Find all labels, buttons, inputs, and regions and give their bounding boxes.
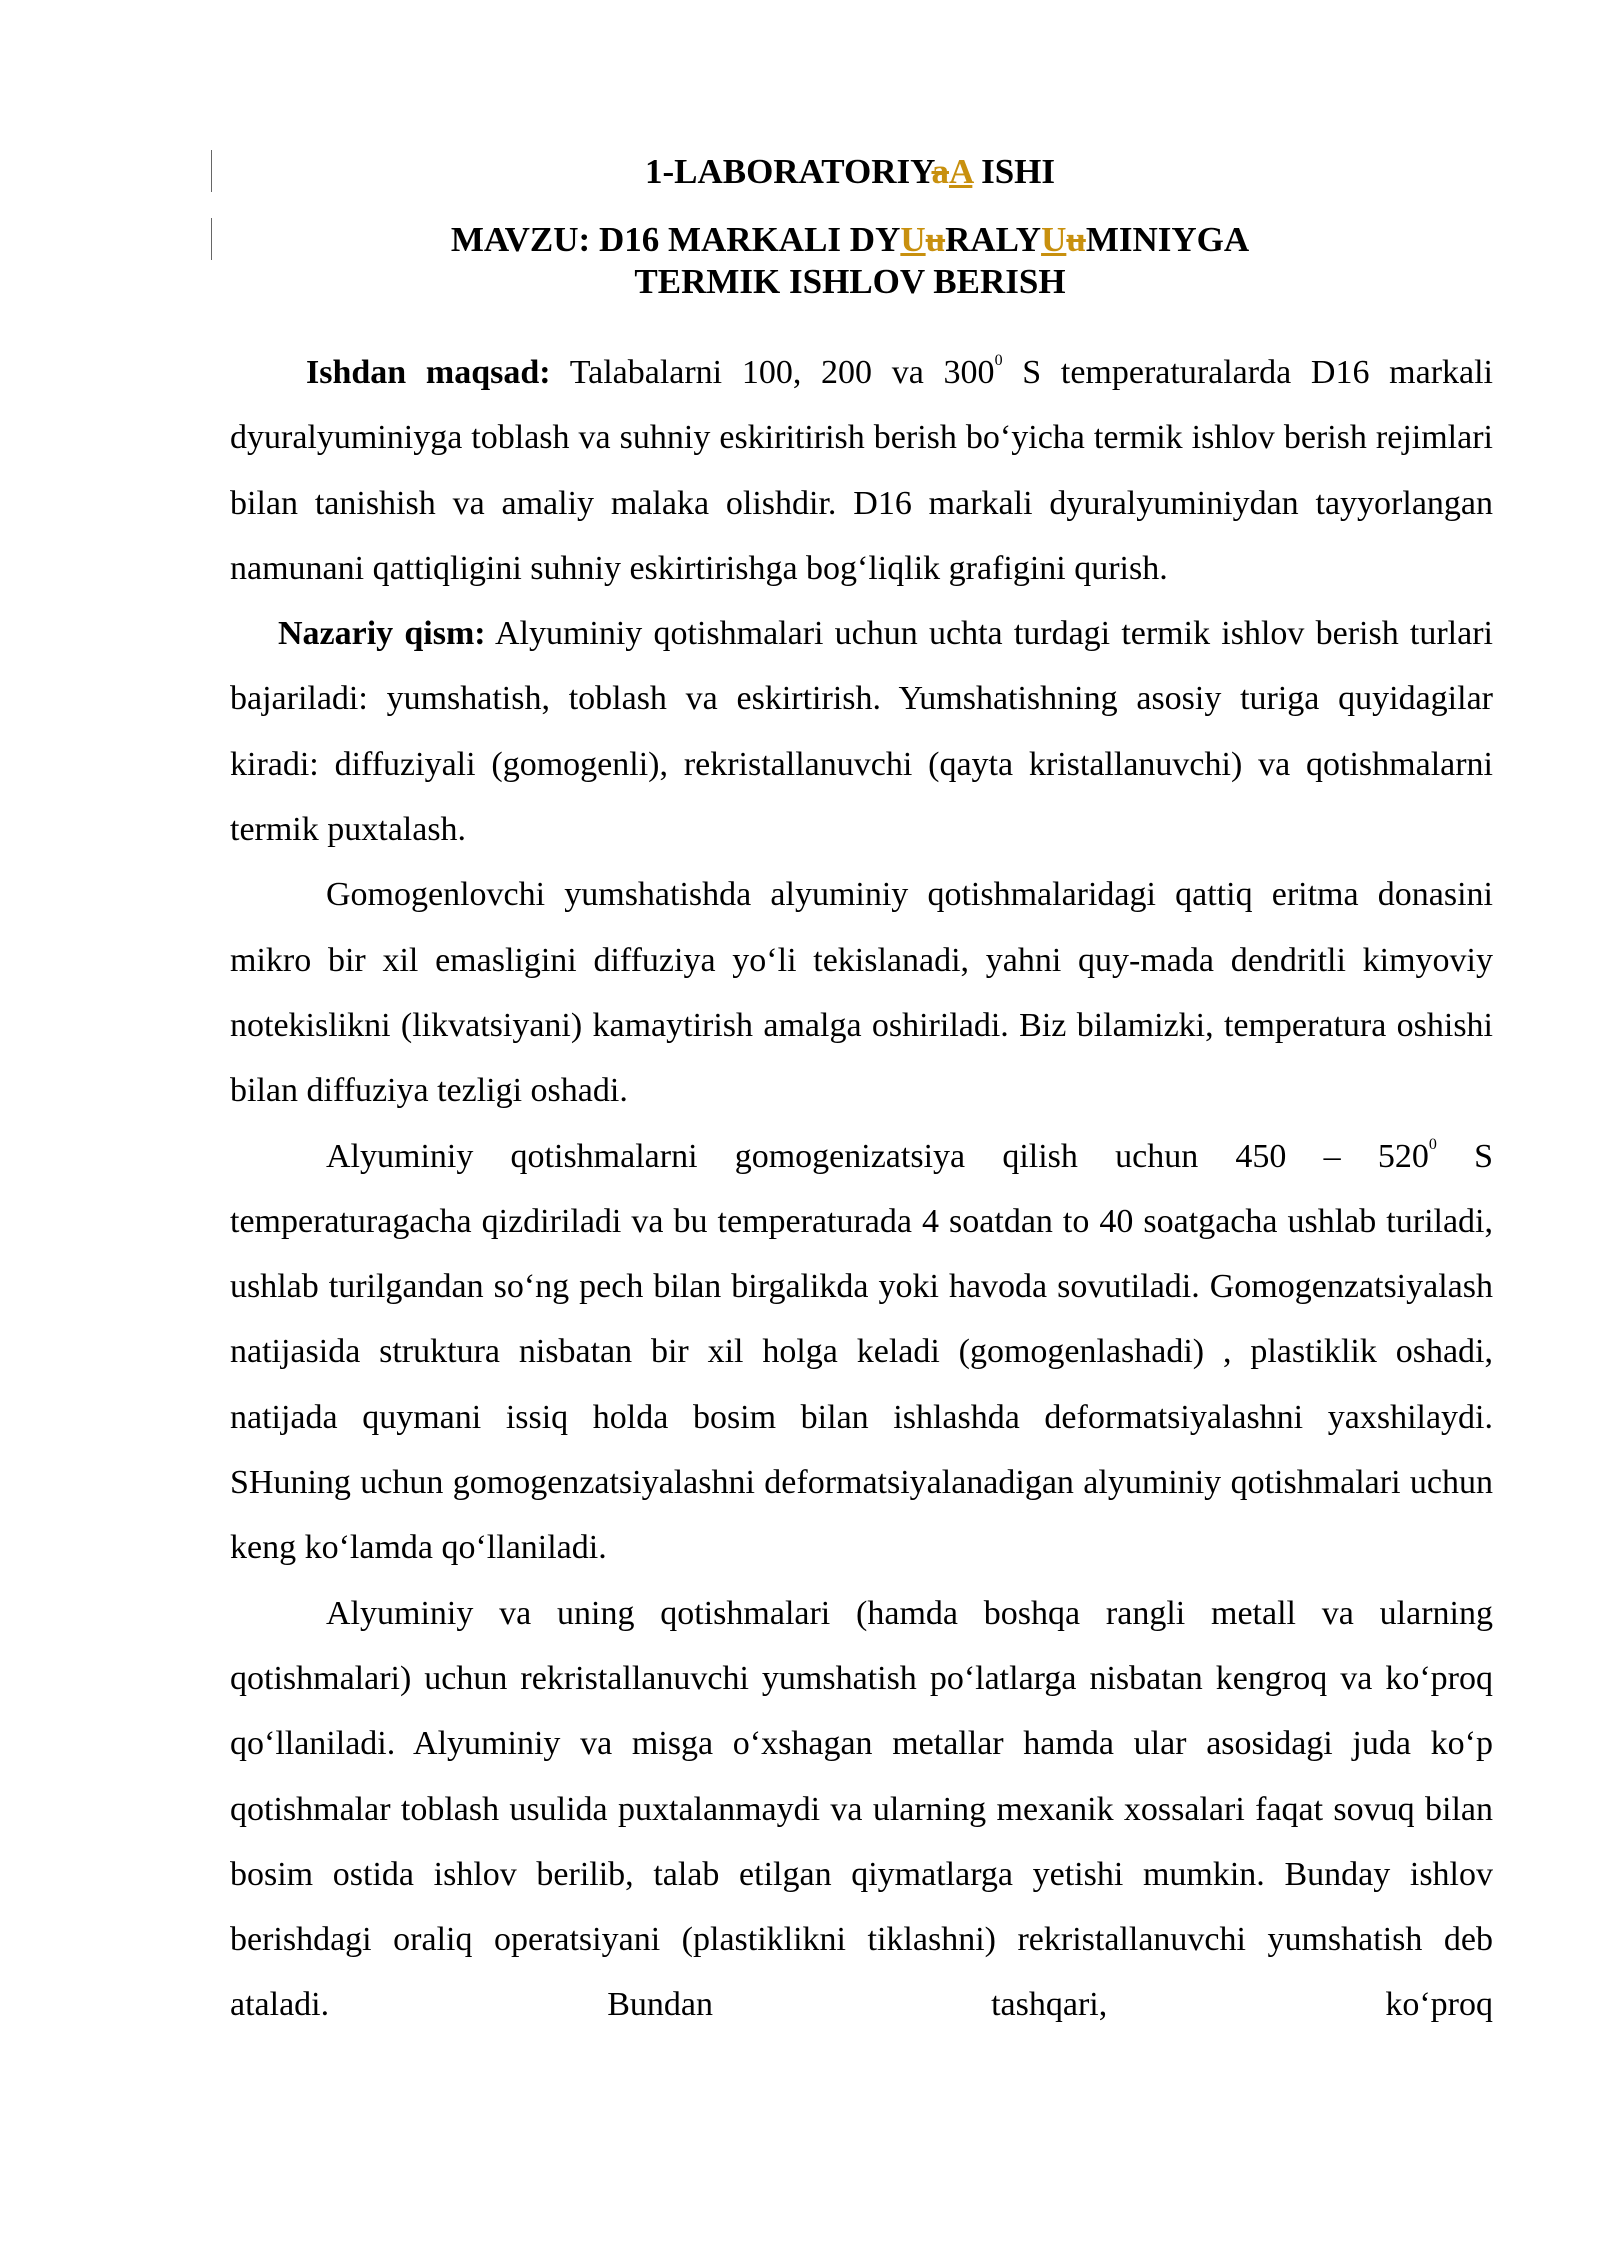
topic-subtitle: TERMIK ISHLOV BERISH	[634, 262, 1066, 301]
lab-title: 1-LABORATORIYaA ISHI	[644, 152, 1056, 191]
deleted-text: u	[925, 220, 946, 259]
goal-label: Ishdan maqsad:	[306, 354, 551, 391]
document-body	[230, 340, 1493, 2038]
deleted-text: a	[931, 152, 949, 191]
theory-label: Nazariy qism:	[278, 615, 486, 653]
change-bar	[211, 150, 212, 192]
inserted-text: U	[1041, 220, 1067, 259]
topic-title: MAVZU: D16 MARKALI DYUuRALYUuMINIYGA	[450, 220, 1250, 259]
paragraph-homogenization-temp: Alyuminiy qotishmalarni gomogenizatsiya qilish uchun $450 - 520^0$ S temperaturagacha qizdiriladi va bu temperaturada 4 soatdan to 40 soatgacha ushlab turiladi, ushlab turilgandan so‘ng pech bilan birgalikda yoki havoda sovutiladi. Gomogenzatsiyalash natijasida struktura nisbatan bir xil holga keladi (gomogenlashadi) , plastiklik oshadi, natijada quymani issiq holda bosim bilan ishlashda deformatsiyalashni yaxshilaydi. SHuning uchun gomogenzatsiyalashni deformatsiyalanadigan alyuminiy qotishmalari uchun keng ko‘lamda qo‘llaniladi.	[230, 1135, 1493, 1567]
theory-paragraph: Nazariy qism: Alyuminiy qotishmalari uchun uchta turdagi termik ishlov berish turlari bajariladi: yumshatish, toblash va eskirtirish. Yumshatishning asosiy turiga quyidagilar kiradi: diffuziyali (gomogenli), rekristallanuvchi (qayta kristallanuvchi) va qotishmalarni termik puxtalash.	[230, 615, 1493, 849]
goal-paragraph: Ishdan maqsad: Talabalarni 100, 200 va $300^0$ S temperaturalarda D16 markali dyuralyuminiyga toblash va suhniy eskiritirish berish bo‘yicha termik ishlov berish rejimlari bilan tanishish va amaliy malaka olishdir. D16 markali dyuralyuminiydan tayyorlangan namunani qattiqligini suhniy eskirtirishga bog‘liqlik grafigini qurish.	[230, 352, 1494, 587]
paragraph-homogenizing: Gomogenlovchi yumshatishda alyuminiy qotishmalaridagi qattiq eritma donasini mikro bir xil emasligini diffuziya yo‘li tekislanadi, yahni quy-mada dendritli kimyoviy notekislikni (likvatsiyani) kamaytirish amalga oshiriladi. Biz bilamizki, temperatura oshishi bilan diffuziya tezligi oshadi.	[230, 876, 1493, 1110]
change-bar	[211, 218, 212, 260]
deleted-text: u	[1066, 220, 1086, 259]
paragraph-recrystallization: Alyuminiy va uning qotishmalari (hamda boshqa rangli metall va ularning qotishmalari) uchun rekristallanuvchi yumshatish po‘latlarga nisbatan kengroq va ko‘proq qo‘llaniladi. Alyuminiy va misga o‘xshagan metallar hamda ular asosidagi juda ko‘p qotishmalar toblash usulida puxtalanmaydi va ularning mexanik xossalari faqat sovuq bilan bosim ostida ishlov berilib, talab etilgan qiymatlarga yetishi mumkin. Bunday ishlov berishdagi oraliq operatsiyani (plastiklikni tiklashni) rekristallanuvchi yumshatish deb ataladi. Bundan tashqari, ko‘proq	[230, 1594, 1493, 2024]
inserted-text: A	[948, 152, 973, 191]
inserted-text: U	[900, 220, 926, 259]
